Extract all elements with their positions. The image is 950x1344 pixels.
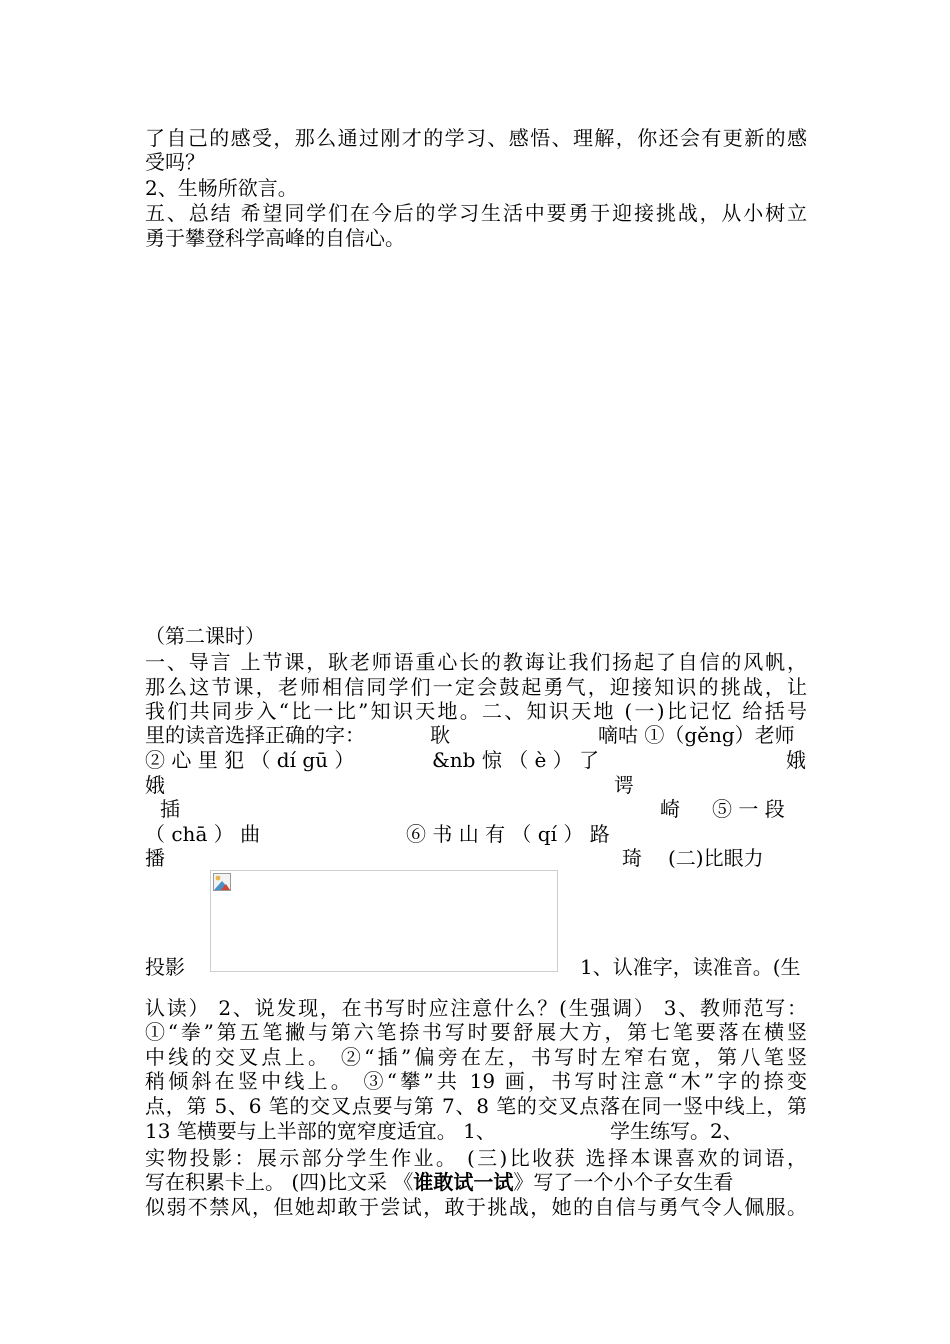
- text-fragment: 耿: [430, 723, 450, 747]
- text-line: 那么这节课，老师相信同学们一定会鼓起勇气，迎接知识的挑战，让: [145, 675, 807, 699]
- text-line: 认读） 2、说发现，在书写时应注意什么？(生强调） 3、教师范写：: [145, 996, 807, 1020]
- text-fragment: 谔: [614, 773, 634, 797]
- text-line: 实物投影：展示部分学生作业。 (三)比收获 选择本课喜欢的词语，: [145, 1146, 807, 1170]
- text-fragment: 里的读音选择正确的字：: [145, 723, 365, 747]
- text-fragment: 崎: [660, 797, 680, 821]
- book-title: 谁敢试一试: [413, 1170, 514, 1194]
- broken-image-icon: [213, 873, 231, 891]
- text-fragment: ⑤ 一 段: [712, 797, 785, 821]
- text-fragment: 播: [145, 846, 165, 870]
- text-line: 2、生畅所欲言。: [145, 176, 298, 200]
- text-line: [145, 1170, 807, 1194]
- text-fragment: ② 心 里 犯 （ dí gū ）: [145, 748, 355, 772]
- text-fragment: 1、认准字，读准音。(生: [580, 955, 801, 979]
- text-fragment: 琦: [622, 846, 642, 870]
- text-fragment: 娥: [786, 748, 806, 772]
- image-placeholder: [210, 870, 558, 972]
- section-heading: （第二课时）: [145, 624, 265, 648]
- text-fragment: 13 笔横要与上半部的宽窄度适宜。 1、: [145, 1119, 496, 1143]
- text-line: 了自己的感受，那么通过刚才的学习、感悟、理解，你还会有更新的感: [145, 126, 807, 150]
- text-line: 受吗？: [145, 150, 205, 174]
- text-line: 中线的交叉点上。 ②“插”偏旁在左，书写时左窄右宽，第八笔竖: [145, 1045, 807, 1069]
- text-line: 一、导言 上节课，耿老师语重心长的教诲让我们扬起了自信的风帆，: [145, 650, 807, 674]
- text-line: 点，第 5、6 笔的交叉点要与第 7、8 笔的交叉点落在同一竖中线上，第: [145, 1094, 807, 1118]
- text-fragment: 娥: [145, 773, 165, 797]
- text-fragment: 写在积累卡上。 (四)比文采 《: [145, 1170, 414, 1194]
- text-fragment: 插: [160, 797, 180, 821]
- text-fragment: （ chā ） 曲: [145, 822, 261, 846]
- text-line: 五、总结 希望同学们在今后的学习生活中要勇于迎接挑战，从小树立: [145, 201, 807, 225]
- text-fragment: 学生练写。2、: [610, 1119, 743, 1143]
- text-fragment: 嘀咕 ①（gěng）老师: [598, 723, 795, 747]
- text-line: 我们共同步入“比一比”知识天地。二、知识天地 (一)比记忆 给括号: [145, 699, 807, 723]
- text-fragment: (二)比眼力: [668, 846, 764, 870]
- text-line: 稍倾斜在竖中线上。 ③“攀”共 19 画，书写时注意“木”字的捺变: [145, 1069, 807, 1093]
- text-fragment: 》写了一个小个子女生看: [513, 1170, 734, 1194]
- text-line: 似弱不禁风，但她却敢于尝试，敢于挑战，她的自信与勇气令人佩服。: [145, 1195, 807, 1219]
- text-fragment: 投影: [145, 955, 185, 979]
- text-fragment: &nb 惊 （ è ） 了: [432, 748, 600, 772]
- text-line: ①“拳”第五笔撇与第六笔捺书写时要舒展大方，第七笔要落在横竖: [145, 1020, 807, 1044]
- text-fragment: ⑥ 书 山 有 （ qí ） 路: [406, 822, 610, 846]
- text-line: 勇于攀登科学高峰的自信心。: [145, 226, 405, 250]
